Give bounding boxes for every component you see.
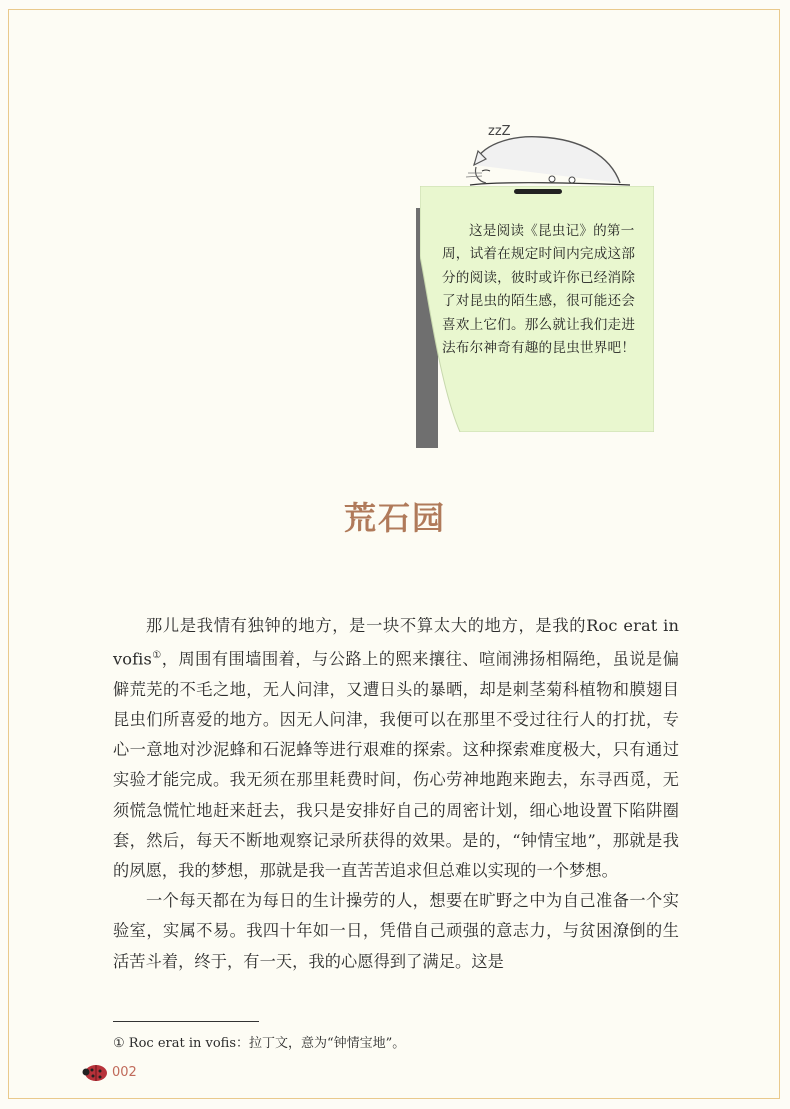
paragraph-2: 一个每天都在为每日的生计操劳的人，想要在旷野之中为自己准备一个实验室，实属不易。我四十年如一日，凭借自己顽强的意志力，与贫困潦倒的生活苦斗着，终于，有一天，我的心愿得到了满足。这是 [113,891,679,971]
ladybug-icon [82,1062,108,1082]
footnote-marker[interactable]: ① [151,650,162,662]
footnote-divider [113,1021,259,1022]
paragraph-1 [113,611,679,886]
note-text: 这是阅读《昆虫记》的第一周，试着在规定时间内完成这部分的阅读，彼时或许你已经消除了对昆虫的陌生感，很可能还会喜欢上它们。那么就让我们走进法布尔神奇有趣的昆虫世界吧！ [442,223,636,357]
footnote: ① Roc erat in vofis：拉丁文，意为“钟情宝地”。 [113,1036,406,1051]
paragraph-1-start: 那儿是我情有独钟的地方，是一块不算太大的地方，是我的Roc erat in vofis [113,616,679,669]
sleep-zzz-text: zzZ [488,124,511,139]
sleeping-cat-illustration [460,115,640,195]
page-number: 002 [112,1065,137,1080]
paragraph-1-end: ，周围有围墙围着，与公路上的熙来攘往、喧闹沸扬相隔绝，虽说是偏僻荒芜的不毛之地，无人问津，又遭日头的暴晒，却是刺茎菊科植物和膜翅目昆虫们所喜爱的地方。因无人问津，我便可以在那里不受过往行人的打扰，专心一意地对沙泥蜂和石泥蜂等进行艰难的探索。这种探索难度极大，只有通过实验才能完成。我无须在那里耗费时间，伤心劳神地跑来跑去，东寻西觅，无须慌急慌忙地赶来赶去，我只是安排好自己的周密计划，细心地设置下陷阱圈套，然后，每天不断地观察记录所获得的效果。是的，“钟情宝地”，那就是我的夙愿，我的梦想，那就是我一直苦苦追求但总难以实现的一个梦想。 [113,649,679,881]
chapter-title: 荒石园 [343,499,446,537]
body-text [113,611,679,977]
